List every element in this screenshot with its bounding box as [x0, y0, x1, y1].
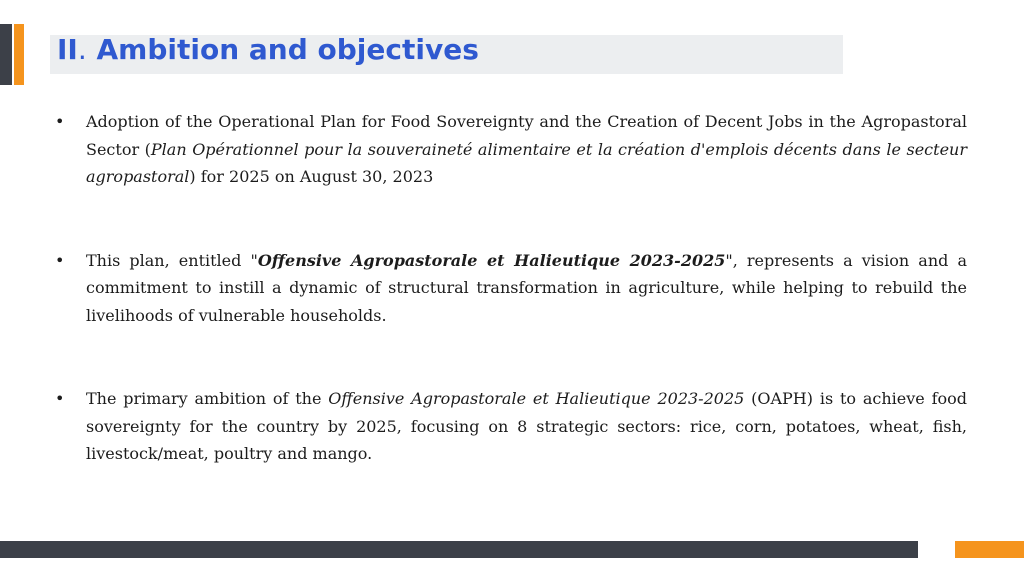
bullet-text-italic: Plan Opérationnel pour la souveraineté alimentaire et la création d'emplois décents dans le secteur agropastoral: [86, 139, 967, 186]
bullet-text: (OAPH) is to achieve food sovereignty for the country by 2025, focusing on 8 strategic sectors: rice, corn, potatoes, wheat, fish, livestock/meat, poultry and mango.: [86, 389, 967, 463]
bullet-item-plan: [55, 247, 967, 330]
bullet-text: ", represents a vision and a commitment to instill a dynamic of structural transformation in agriculture, while helping to rebuild the livelihoods of vulnerable households.: [86, 250, 968, 325]
title-text: Ambition and objectives: [86, 33, 479, 66]
bullet-text: This plan, entitled ": [86, 250, 258, 270]
bullet-list: [55, 108, 967, 524]
bullet-marker: •: [55, 112, 65, 131]
footer-bar-dark: [0, 541, 918, 558]
title-dot: .: [77, 33, 87, 66]
left-accent-bar-orange: [14, 24, 24, 85]
bullet-text: The primary ambition of the: [86, 389, 329, 408]
left-accent-bar-dark: [0, 24, 12, 85]
bullet-item-ambition: [55, 385, 967, 468]
title-number: II: [57, 33, 78, 66]
bullet-item-adoption: [55, 108, 967, 191]
slide-title: [57, 31, 479, 69]
bullet-text-italic: Offensive Agropastorale et Halieutique 2023-2025: [328, 389, 745, 408]
bullet-marker: •: [55, 389, 65, 408]
bullet-text: Adoption of the Operational Plan for Food Sovereignty and the Creation of Decent Jobs in the Agropastoral Sector (: [86, 112, 967, 159]
bullet-text: ) for 2025 on August 30, 2023: [189, 167, 434, 186]
bullet-text-bold-italic: Offensive Agropastorale et Halieutique 2023-2025: [257, 250, 726, 270]
footer-bar-orange: [955, 541, 1024, 558]
bullet-marker: •: [55, 250, 65, 270]
